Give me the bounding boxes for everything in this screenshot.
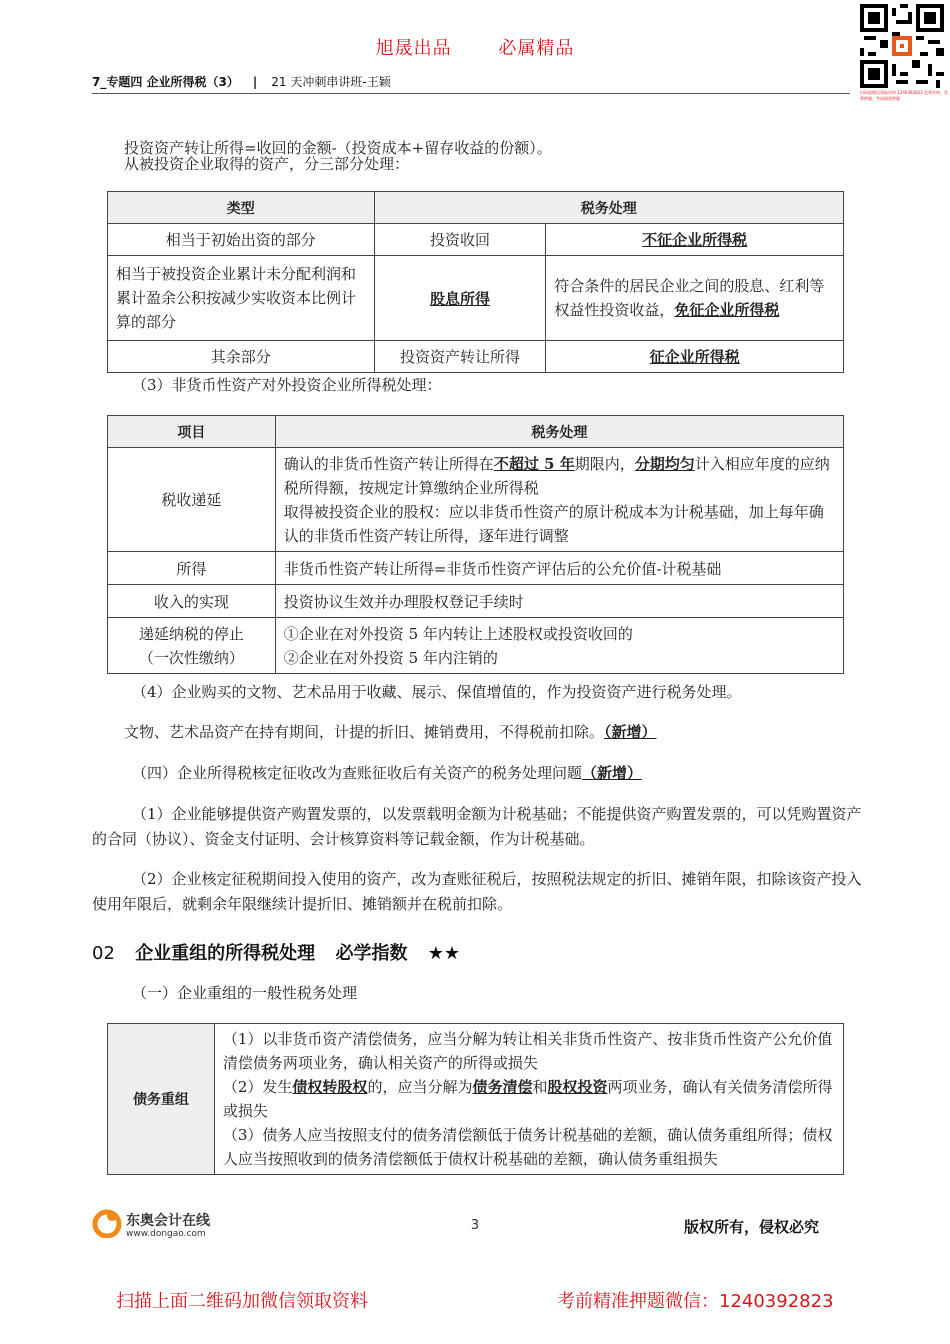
table-row	[108, 585, 844, 618]
section3-title: （3）非货币性资产对外投资企业所得税处理：	[132, 376, 442, 394]
brand-slogan	[0, 34, 950, 60]
treatment-cell	[275, 618, 843, 674]
table-row	[108, 618, 844, 674]
part4-paragraph-1: （1）企业能够提供资产购置发票的，以发票载明金额为计税基础；不能提供资产购置发票的，可以凭购置资产的合同（协议）、资金支付证明、会计核算资料等记载金额，作为计税基础。	[92, 805, 862, 848]
text-span: （四）企业所得税核定征收改为查账征收后有关资产的税务处理问题	[132, 764, 583, 782]
part4-paragraph-2: （2）企业核定征税期间投入使用的资产，改为查账征税后，按照税法规定的折旧、摊销年限，扣除该资产投入使用年限后，就剩余年限继续计提折旧、摊销额并在税前扣除。	[92, 870, 862, 913]
brand-left: 旭晟出品	[375, 38, 452, 59]
text-span: 两项业务，确认有关债务清偿所得或损失	[222, 1078, 833, 1120]
treatment-cell: 征企业所得税	[546, 341, 844, 373]
three-parts-text	[124, 150, 409, 175]
debt-restructuring-label: 债务重组	[108, 1024, 215, 1175]
table-header-row	[108, 416, 844, 448]
non-monetary-investment-table	[107, 415, 844, 674]
qr-code-icon	[860, 4, 944, 88]
item-cell: 税收递延	[108, 448, 276, 552]
text-span: （1）以非货币资产清偿债务，应当分解为转让相关非货币性资产、按非货币性资产公允价值清偿债务两项业务，确认相关资产的所得或损失	[222, 1030, 833, 1072]
table-row	[108, 448, 844, 552]
debt-restructuring-content	[214, 1024, 843, 1175]
treatment-emphasis: 免征企业所得税	[674, 301, 780, 319]
text-span: （2）发生	[222, 1078, 293, 1096]
table-row	[108, 256, 844, 341]
item-cell	[108, 618, 276, 674]
bottom-promo-left: 扫描上面二维码加微信领取资料	[116, 1291, 368, 1312]
table-header-row	[108, 192, 844, 224]
item-line: （一次性缴纳）	[138, 648, 244, 667]
treatment-text: 符合条件的居民企业之间的股息、红利等权益性投资收益，	[554, 277, 825, 319]
treatment-cell	[546, 256, 844, 341]
type-cell: 其余部分	[108, 341, 375, 373]
emphasis-span: 不超过 5 年	[493, 454, 575, 473]
item-cell: 投资资产转让所得	[374, 341, 546, 373]
emphasis-span: 债权转股权	[292, 1078, 368, 1096]
item-cell: 投资收回	[374, 224, 546, 256]
header-type: 类型	[108, 192, 375, 224]
text-line: ②企业在对外投资 5 年内注销的	[283, 648, 498, 667]
table-row	[108, 1024, 844, 1175]
text-span: 和	[532, 1078, 548, 1096]
new-tag: （新增）	[582, 764, 643, 782]
logo-url: www.dongao.com	[126, 1229, 206, 1239]
part4-title	[132, 761, 642, 786]
header-separator: |	[252, 75, 258, 89]
qr-caption: 扫码加微信领取资料 1240392823 免费资料，免费押题，考前精准押题	[860, 90, 948, 101]
index-label: 必学指数	[335, 943, 408, 964]
text-span: 取得被投资企业的股权：应以非货币性资产的原计税成本为计税基础，加上每年确认的非货币性资产转让所得，逐年进行调整	[283, 502, 824, 545]
three-parts-label: 从被投资企业取得的资产，分三部分处理：	[124, 155, 410, 173]
header-tax-treatment: 税务处理	[374, 192, 843, 224]
text-span: 确认的非货币性资产转让所得在	[283, 454, 494, 473]
item-cell: 收入的实现	[108, 585, 276, 618]
text-span: （3）债务人应当按照支付的债务清偿额低于债务计税基础的差额，确认债务重组所得；债权人应当按照收到的债务清偿额低于债权计税基础的差额，确认债务重组损失	[222, 1126, 833, 1168]
type-cell: 相当于被投资企业累计未分配利润和累计盈余公积按减少实收资本比例计算的部分	[108, 256, 375, 341]
text-span: 计入相应年度的应纳税所得额，按规定计算缴纳企业所得税	[283, 454, 830, 497]
treatment-cell: 不征企业所得税	[546, 224, 844, 256]
page-number: 3	[470, 1218, 480, 1233]
header-item: 项目	[108, 416, 276, 448]
table-row	[108, 224, 844, 256]
header-course: 21 天冲刺串讲班-王颖	[271, 75, 391, 89]
item-line: 递延纳税的停止	[138, 624, 244, 643]
star-rating-icon: ★★	[427, 943, 461, 964]
section-02-heading	[92, 939, 460, 965]
header-tax-treatment: 税务处理	[275, 416, 843, 448]
text-line: ①企业在对外投资 5 年内转让上述股权或投资收回的	[283, 624, 633, 643]
text-span: 的，应当分解为	[367, 1078, 473, 1096]
text-span: 文物、艺术品资产在持有期间，计提的折旧、摊销费用，不得税前扣除。	[124, 723, 605, 741]
section-title: 企业重组的所得税处理	[135, 943, 316, 964]
section-number: 02	[92, 943, 115, 964]
section-02-sub: （一）企业重组的一般性税务处理	[132, 984, 358, 1002]
formula-text: 投资资产转让所得=收回的金额-（投资成本+留存收益的份额）。	[124, 139, 552, 157]
text-span: 期限内，	[574, 454, 635, 473]
treatment-cell: 投资协议生效并办理股权登记手续时	[275, 585, 843, 618]
asset-processing-table	[107, 191, 844, 373]
emphasis-span: 债务清偿	[472, 1078, 533, 1096]
header-divider	[92, 93, 850, 94]
treatment-cell	[275, 448, 843, 552]
table-row	[108, 341, 844, 373]
header-topic: 7_专题四 企业所得税（3）	[92, 75, 239, 89]
bottom-promo-right: 考前精准押题微信：1240392823	[557, 1291, 834, 1312]
emphasis-span: 股权投资	[547, 1078, 608, 1096]
treatment-cell: 非货币性资产转让所得=非货币性资产评估后的公允价值-计税基础	[275, 552, 843, 585]
brand-right: 必属精品	[498, 38, 575, 59]
item-cell: 股息所得	[374, 256, 546, 341]
emphasis-span: 分期均匀	[634, 454, 695, 473]
section4-line1: （4）企业购买的文物、艺术品用于收藏、展示、保值增值的，作为投资资产进行税务处理。	[132, 683, 742, 701]
debt-restructuring-table	[107, 1023, 844, 1175]
type-cell: 相当于初始出资的部分	[108, 224, 375, 256]
section4-line2	[124, 720, 657, 745]
new-tag: （新增）	[604, 723, 657, 741]
item-cell: 所得	[108, 552, 276, 585]
copyright-text: 版权所有，侵权必究	[684, 1218, 820, 1236]
table-row	[108, 552, 844, 585]
page-header	[92, 73, 391, 90]
logo-name: 东奥会计在线	[126, 1213, 210, 1229]
